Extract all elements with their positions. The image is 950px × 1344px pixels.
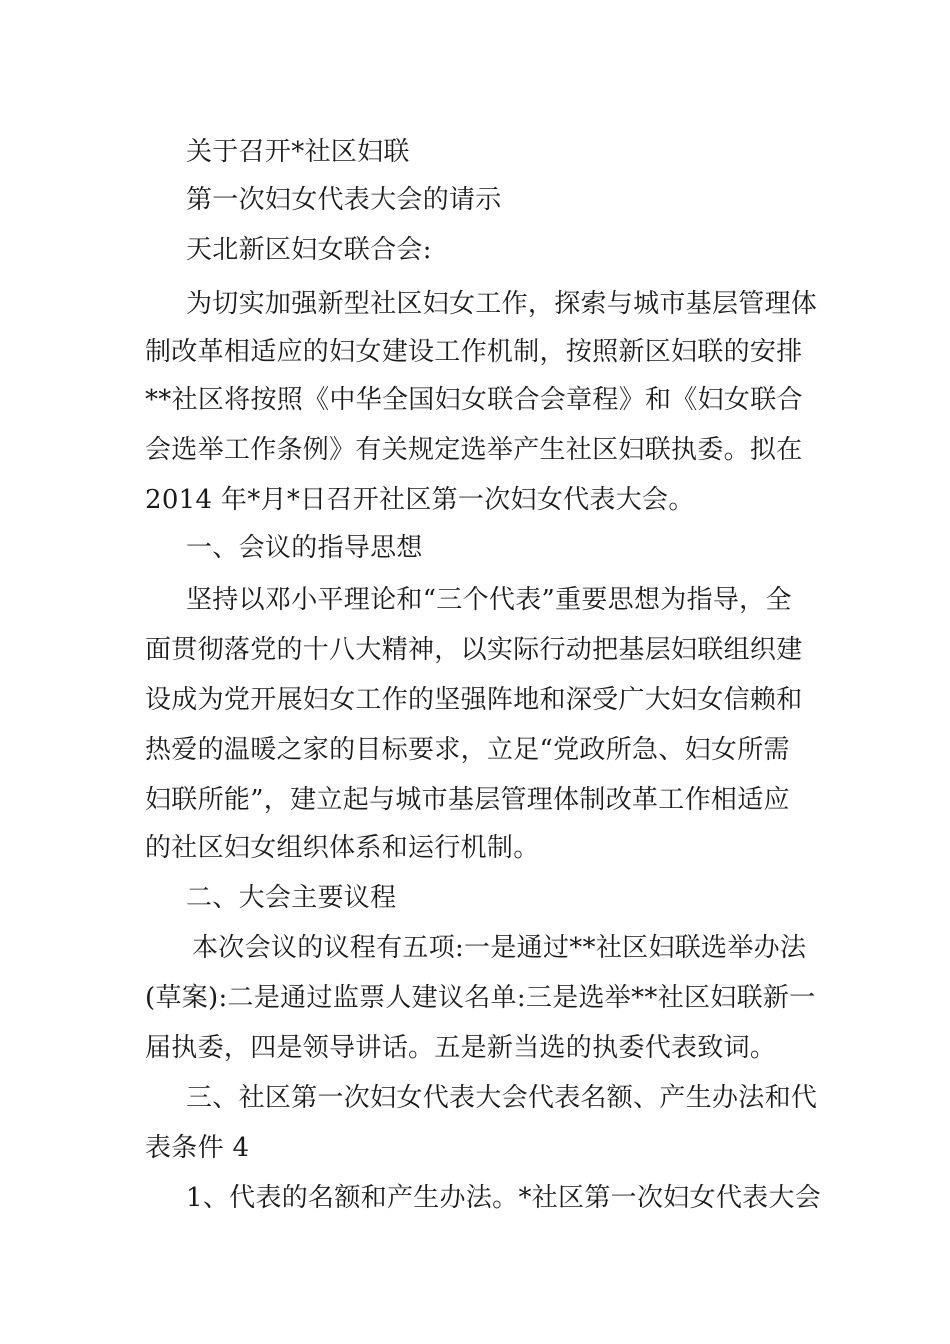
body-line: 热爱的温暖之家的目标要求，立足“党政所急、妇女所需 xyxy=(145,735,790,765)
body-line: 1、代表的名额和产生办法。*社区第一次妇女代表大会 xyxy=(186,1183,822,1213)
body-line: 妇联所能”，建立起与城市基层管理体制改革工作相适应 xyxy=(145,785,790,815)
body-line: 制改革相适应的妇女建设工作机制，按照新区妇联的安排 xyxy=(145,337,803,367)
body-line: 为切实加强新型社区妇女工作，探索与城市基层管理体 xyxy=(186,289,818,319)
recipient-line: 天北新区妇女联合会: xyxy=(186,235,432,265)
body-line: 设成为党开展妇女工作的坚强阵地和深受广大妇女信赖和 xyxy=(145,685,803,715)
title-line-2: 第一次妇女代表大会的请示 xyxy=(186,185,502,215)
section-heading-1: 一、会议的指导思想 xyxy=(186,533,423,563)
body-line: 本次会议的议程有五项:一是通过**社区妇联选举办法 xyxy=(192,933,807,963)
body-line: **社区将按照《中华全国妇女联合会章程》和《妇女联合 xyxy=(145,385,803,415)
body-line: 面贯彻落党的十八大精神，以实际行动把基层妇联组织建 xyxy=(145,635,803,665)
title-line-1: 关于召开*社区妇联 xyxy=(186,137,410,167)
body-line: (草案):二是通过监票人建议名单:三是选举**社区妇联新一 xyxy=(145,983,816,1013)
section-heading-3: 三、社区第一次妇女代表大会代表名额、产生办法和代 xyxy=(186,1083,818,1113)
body-line: 的社区妇女组织体系和运行机制。 xyxy=(145,833,540,863)
body-line: 届执委，四是领导讲话。五是新当选的执委代表致词。 xyxy=(145,1033,777,1063)
body-line: 表条件 4 xyxy=(145,1133,250,1163)
section-heading-2: 二、大会主要议程 xyxy=(186,883,397,913)
body-line: 会选举工作条例》有关规定选举产生社区妇联执委。拟在 xyxy=(145,435,803,465)
body-line: 坚持以邓小平理论和“三个代表”重要思想为指导，全 xyxy=(186,585,792,615)
body-line: 2014 年*月*日召开社区第一次妇女代表大会。 xyxy=(145,485,695,515)
